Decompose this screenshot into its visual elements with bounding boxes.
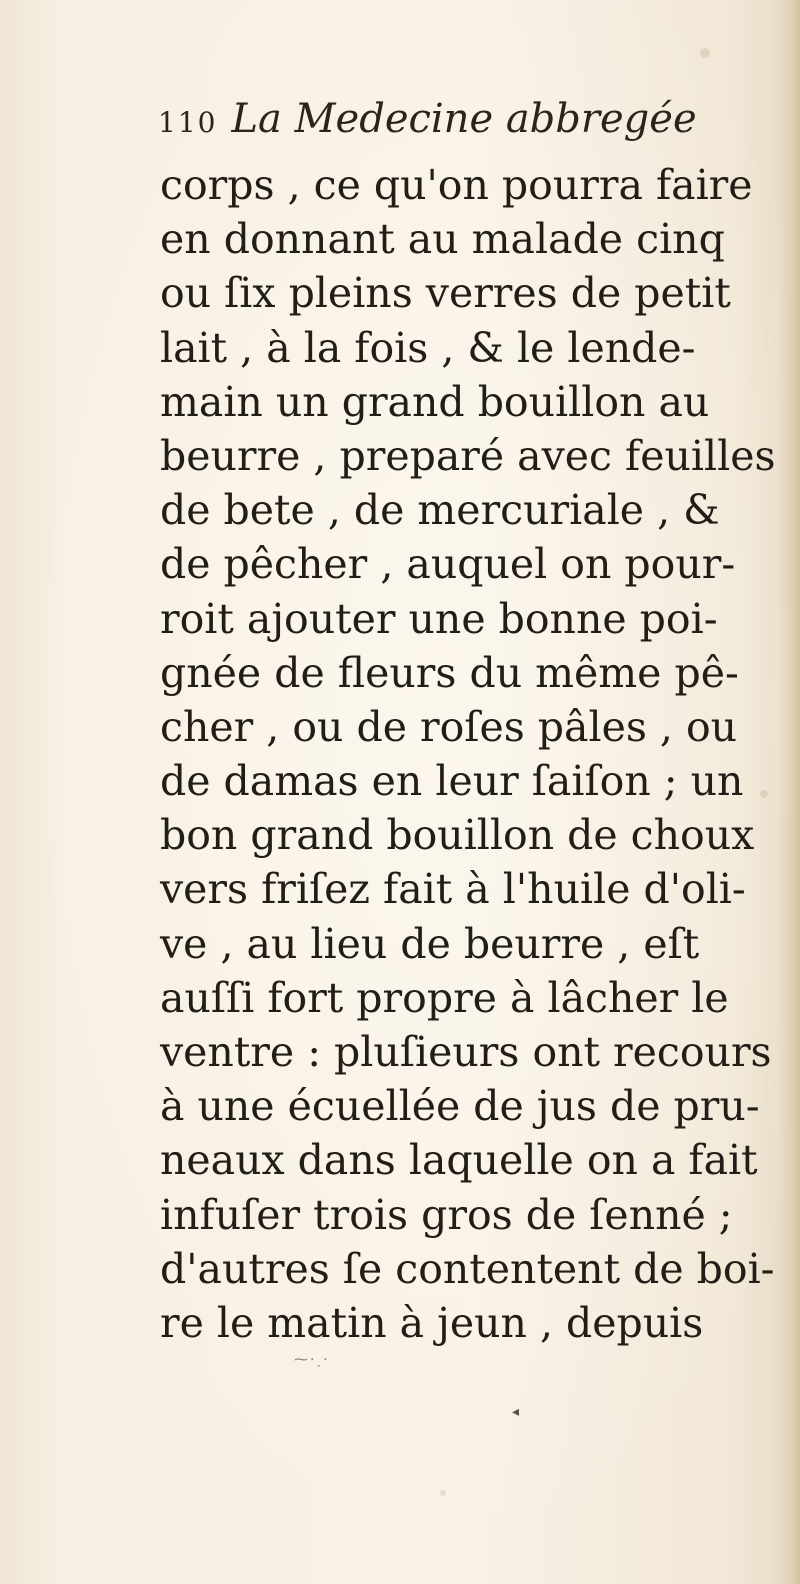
text-line: bon grand bouillon de choux [160,811,755,860]
text-line: lait , à la fois , & le lende- [160,323,696,372]
text-line: à une écuellée de jus de pru- [160,1082,760,1131]
body-text [160,158,776,1350]
text-line: re le matin à jeun , depuis [160,1298,704,1347]
text-line: en donnant au malade cinq [160,215,725,264]
text-line: de pêcher , auquel on pour- [160,540,736,589]
text-line: d'autres ſe contentent de boi- [160,1244,775,1293]
text-line: neaux dans laquelle on a fait [160,1136,758,1185]
text-line: ve , au lieu de beurre , eſt [160,919,700,968]
text-line: de bete , de mercuriale , & [160,486,720,535]
text-line: infuſer trois gros de ſenné ; [160,1190,733,1239]
text-line: cher , ou de roſes pâles , ou [160,702,738,751]
page-edge-shadow [778,0,800,1584]
text-line: roit ajouter une bonne poi- [160,594,718,643]
paper-stain [440,1490,446,1496]
text-line: de damas en leur ſaiſon ; un [160,757,744,806]
text-line: gnée de fleurs du même pê- [160,648,739,697]
paper-stain [700,48,710,58]
text-line: corps , ce qu'on pourra faire [160,161,753,209]
text-line: beurre , preparé avec feuilles [160,431,776,480]
text-line: auſſi fort propre à lâcher le [160,973,729,1022]
ink-speck: ◂ [512,1404,520,1420]
running-header [158,96,758,156]
page-number: 110 [158,106,218,139]
text-line: ventre : pluſieurs ont recours [160,1028,772,1076]
text-line: vers friſez fait à l'huile d'oli- [160,865,746,914]
printer-mark: ⁓·ˎ· [294,1352,330,1368]
text-line: main un grand bouillon au [160,377,710,426]
text-line: ou ſix pleins verres de petit [160,269,731,318]
running-title: La Medecine abbregée [231,96,697,142]
